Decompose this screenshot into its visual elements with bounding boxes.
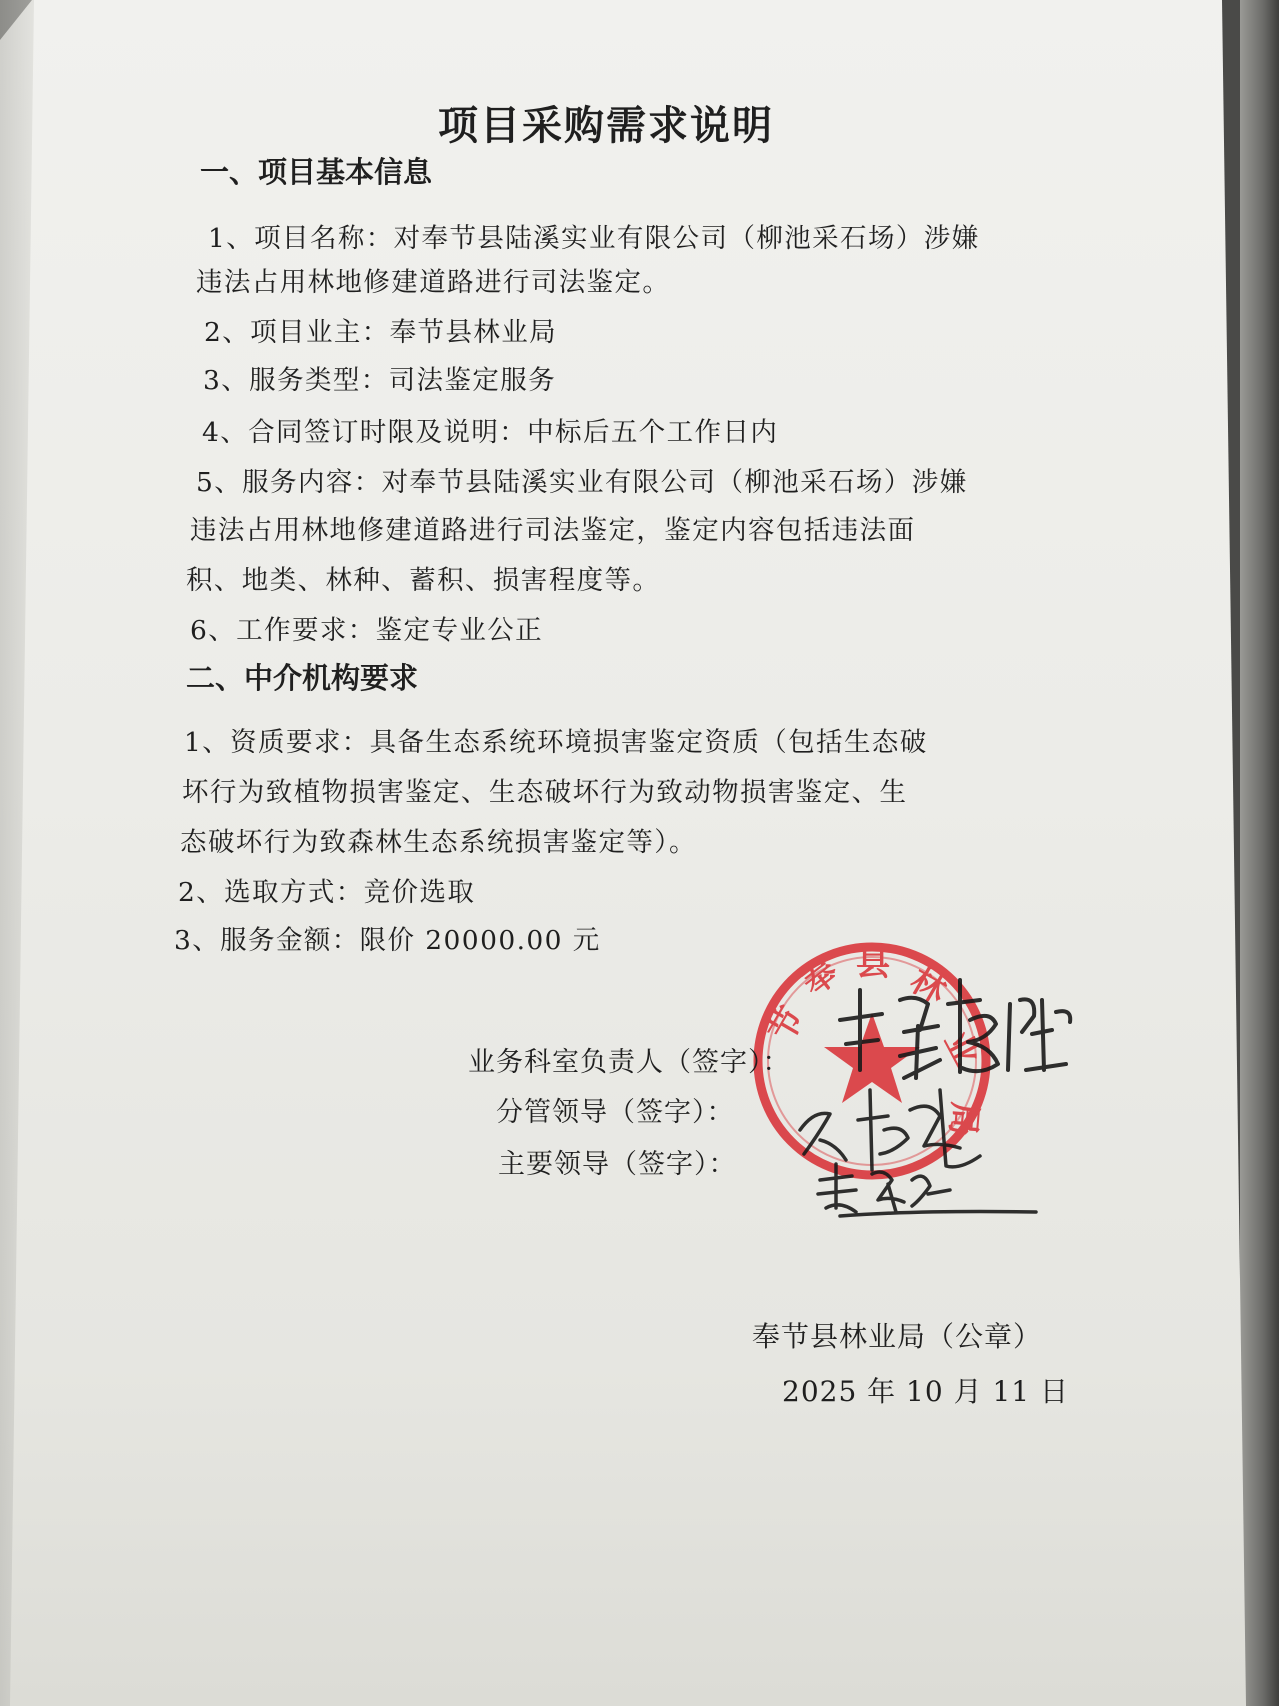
svg-text:节: 节: [761, 1000, 813, 1050]
svg-text:县: 县: [856, 944, 890, 984]
service-amount: 3、服务金额：限价 20000.00 元: [174, 925, 601, 956]
dept-head-signature-label: 业务科室负责人（签字）：: [468, 1047, 791, 1078]
service-content-line-2: 违法占用林地修建道路进行司法鉴定，鉴定内容包括违法面: [190, 515, 916, 546]
project-owner: 2、项目业主：奉节县林业局: [204, 317, 558, 348]
section-heading-basic-info: 一、项目基本信息: [200, 155, 433, 189]
svg-text:局: 局: [942, 1100, 985, 1138]
svg-text:林: 林: [903, 960, 953, 1012]
svg-text:奉: 奉: [794, 951, 847, 1005]
svg-text:业: 业: [936, 1024, 988, 1074]
deputy-leader-signature-label: 分管领导（签字）：: [496, 1097, 735, 1128]
document-title: 项目采购需求说明: [438, 103, 774, 149]
service-content-line-3: 积、地类、林种、蓄积、损害程度等。: [186, 565, 661, 596]
contract-deadline: 4、合同签订时限及说明：中标后五个工作日内: [202, 417, 779, 448]
project-name-line-2: 违法占用林地修建道路进行司法鉴定。: [196, 267, 671, 298]
main-leader-signature: [800, 1150, 1040, 1220]
qualification-line-2: 坏行为致植物损害鉴定、生态破坏行为致动物损害鉴定、生: [182, 777, 908, 808]
document-date: 2025 年 10 月 11 日: [782, 1375, 1070, 1408]
qualification-line-1: 1、资质要求：具备生态系统环境损害鉴定资质（包括生态破: [184, 727, 928, 758]
selection-method: 2、选取方式：竞价选取: [178, 877, 476, 908]
project-name-line-1: 1、项目名称：对奉节县陆溪实业有限公司（柳池采石场）涉嫌: [208, 223, 980, 254]
service-type: 3、服务类型：司法鉴定服务: [203, 365, 557, 396]
service-content-line-1: 5、服务内容：对奉节县陆溪实业有限公司（柳池采石场）涉嫌: [196, 467, 968, 498]
section-heading-agency-requirements: 二、中介机构要求: [186, 661, 419, 695]
issuer-with-seal-note: 奉节县林业局（公章）: [752, 1320, 1043, 1353]
qualification-line-3: 态破坏行为致森林生态系统损害鉴定等）。: [180, 827, 697, 858]
work-requirement: 6、工作要求：鉴定专业公正: [190, 615, 544, 646]
main-leader-signature-label: 主要领导（签字）：: [498, 1149, 737, 1180]
